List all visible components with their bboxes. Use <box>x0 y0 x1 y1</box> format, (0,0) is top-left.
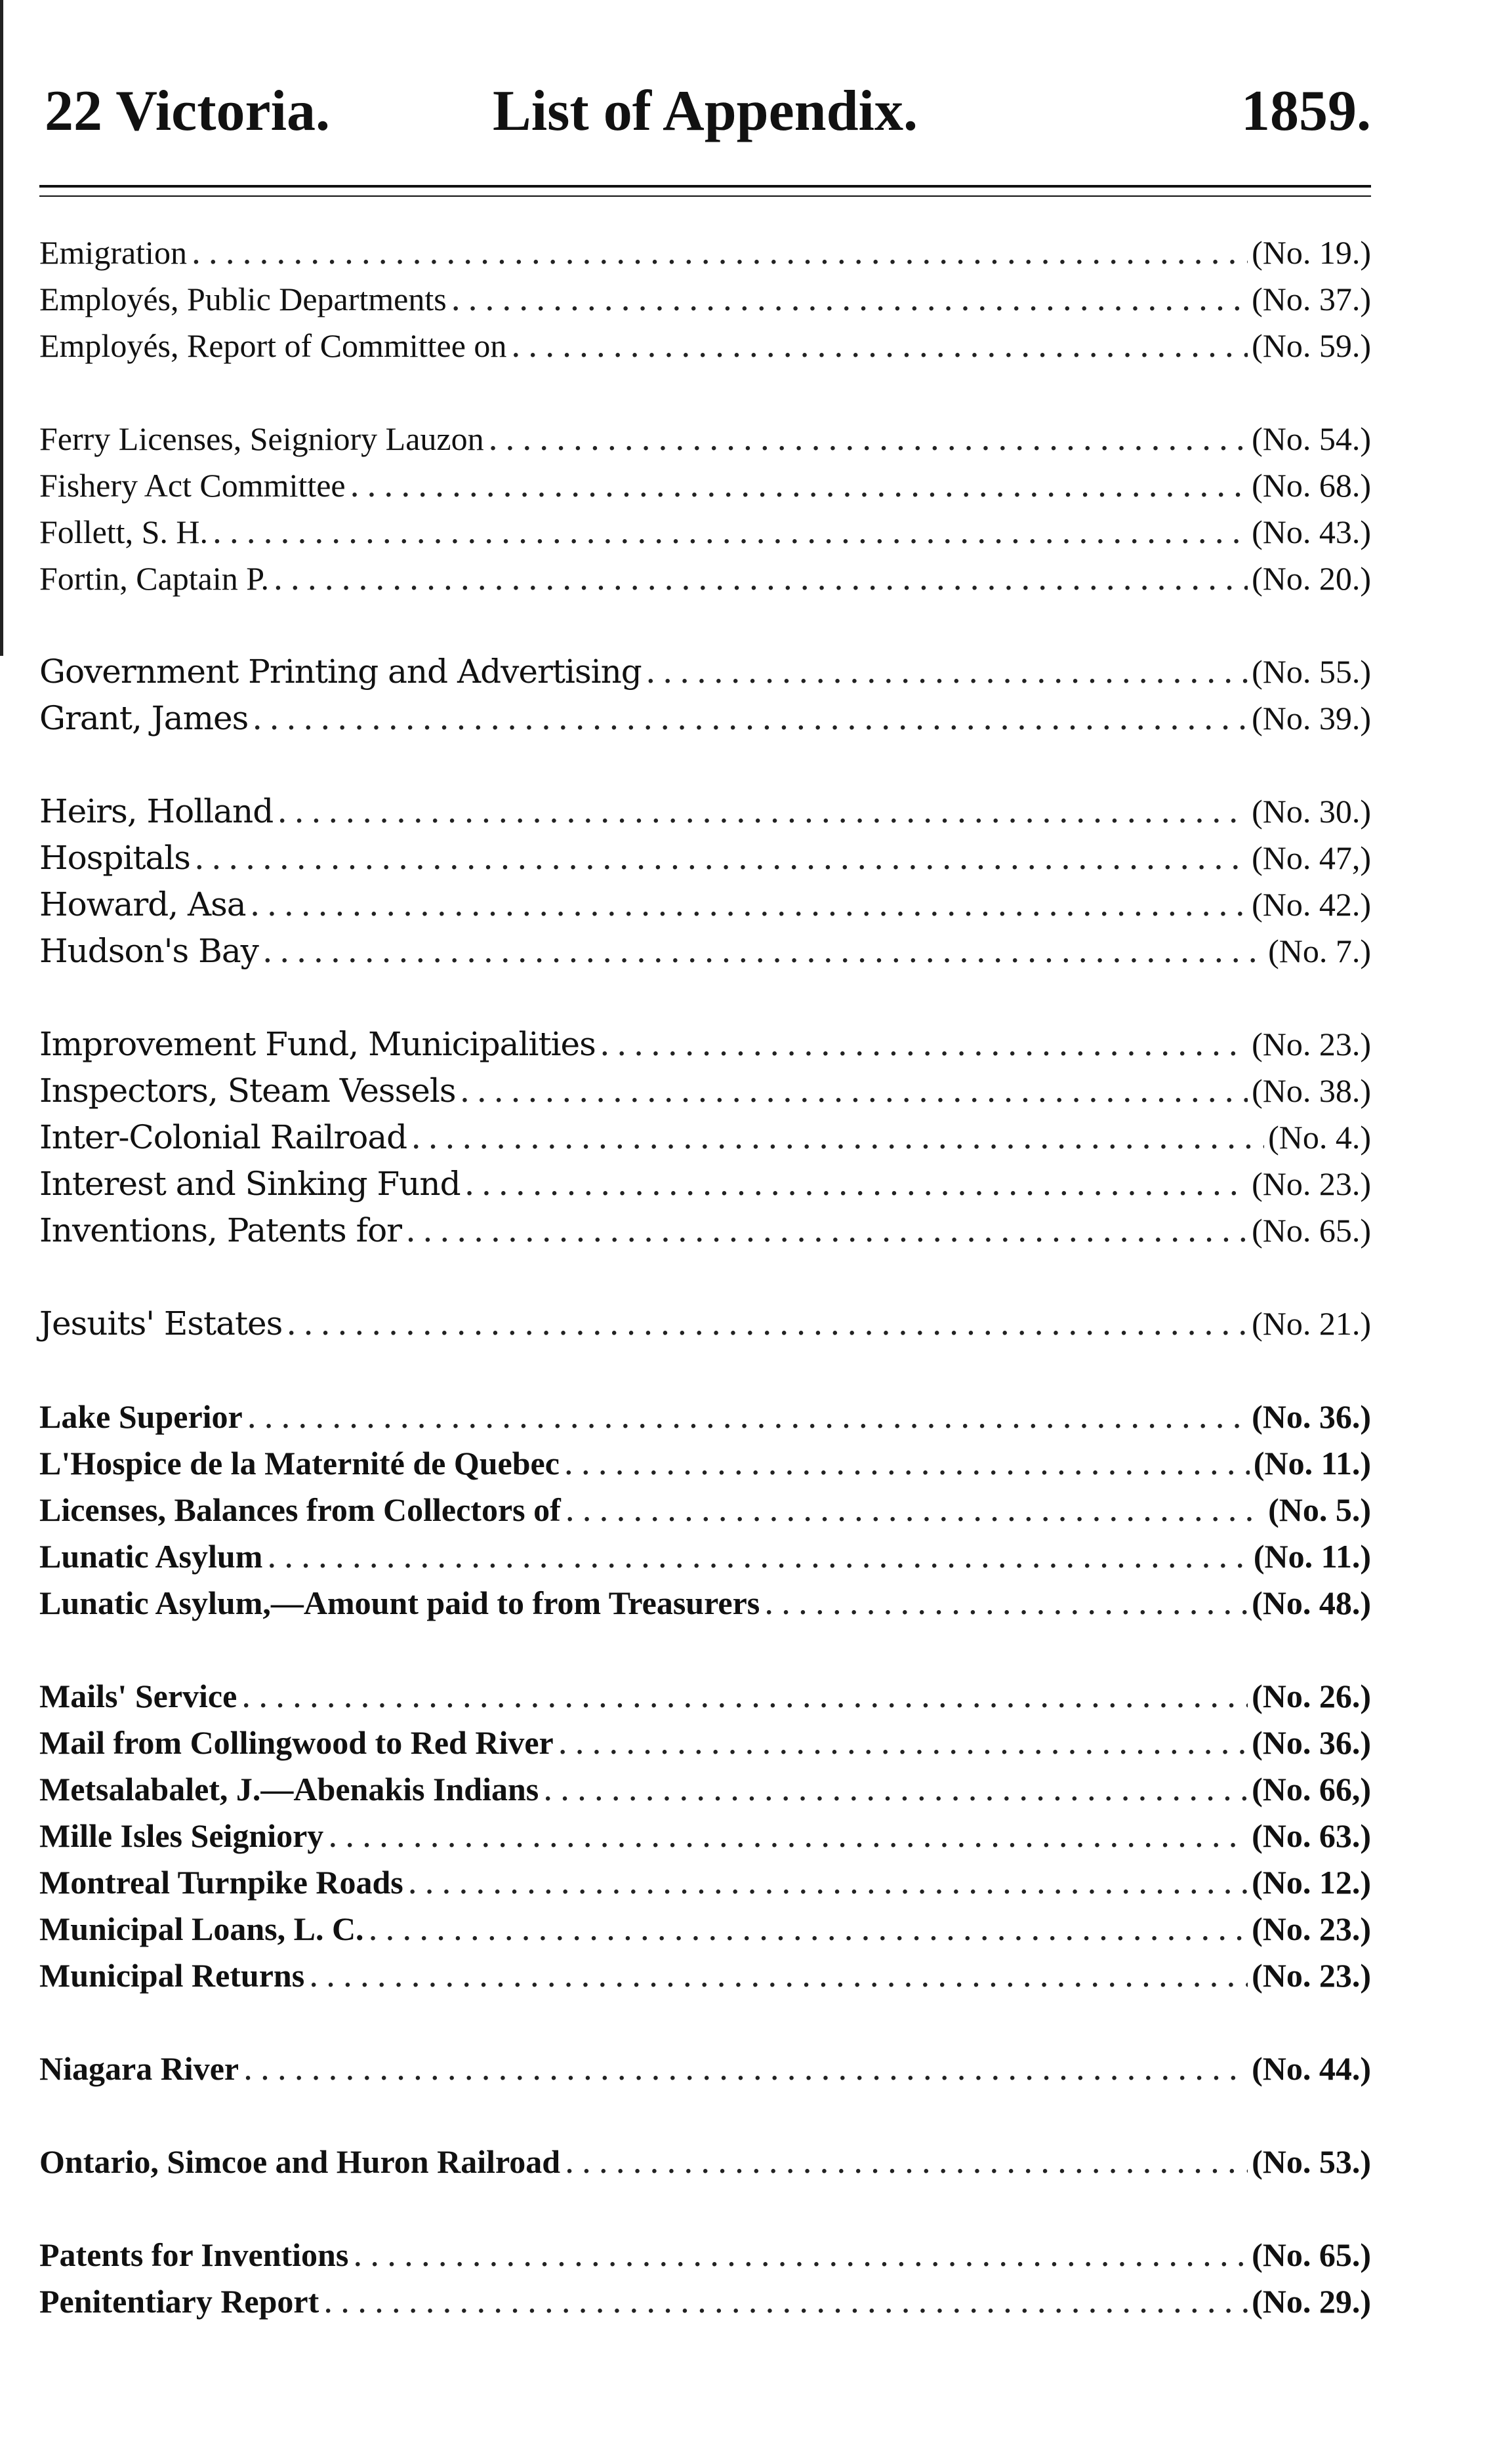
list-item <box>39 462 1371 509</box>
entry-reference: (No. 43.) <box>1252 514 1371 550</box>
dot-leader <box>543 1766 1248 1813</box>
entry-reference: (No. 29.) <box>1252 2283 1371 2320</box>
entry-name: Follett, S. H. <box>39 514 208 550</box>
dot-leader <box>488 416 1248 462</box>
entry-reference: (No. 36.) <box>1252 1398 1371 1435</box>
entry-reference: (No. 54.) <box>1252 420 1371 457</box>
entry-reference: (No. 5.) <box>1268 1491 1371 1528</box>
list-item <box>39 416 1371 462</box>
list-item <box>39 230 1371 276</box>
list-item <box>39 1533 1371 1580</box>
entry-reference: (No. 59.) <box>1252 327 1371 364</box>
header-session: 22 Victoria. <box>45 79 331 143</box>
entry-name: Lake Superior <box>39 1398 243 1435</box>
dot-leader <box>327 1813 1248 1859</box>
entry-reference: (No. 66,) <box>1252 1771 1371 1808</box>
entry-name: Niagara River <box>39 2050 239 2087</box>
dot-leader <box>558 1720 1248 1766</box>
dot-leader <box>464 1161 1248 1207</box>
dot-leader <box>250 881 1248 928</box>
entry-name: Inter-Colonial Railroad <box>39 1118 407 1156</box>
list-item <box>39 1859 1371 1906</box>
entry-reference: (No. 44.) <box>1252 2050 1371 2087</box>
dot-leader <box>564 1440 1250 1487</box>
dot-leader <box>241 1673 1248 1720</box>
entry-reference: (No. 65.) <box>1252 2236 1371 2273</box>
appendix-list <box>39 230 1371 2325</box>
list-item <box>39 1766 1371 1813</box>
dot-leader <box>646 649 1248 695</box>
header-rule-thin <box>39 195 1371 197</box>
entry-reference: (No. 48.) <box>1252 1585 1371 1621</box>
page-header <box>39 79 1371 144</box>
entry-reference: (No. 30.) <box>1252 793 1371 830</box>
header-title: List of Appendix. <box>493 79 918 143</box>
dot-leader <box>459 1068 1248 1114</box>
entry-name: Grant, James <box>39 699 249 737</box>
dot-leader <box>451 276 1248 323</box>
entry-reference: (No. 36.) <box>1252 1724 1371 1761</box>
entry-name: Municipal Loans, L. C. <box>39 1910 364 1947</box>
entry-name: Mail from Collingwood to Red River <box>39 1724 554 1761</box>
dot-leader <box>273 555 1248 602</box>
list-item <box>39 928 1371 975</box>
dot-leader <box>286 1301 1248 1347</box>
dot-leader <box>308 1952 1248 1999</box>
entry-reference: (No. 26.) <box>1252 1678 1371 1714</box>
list-item <box>39 1813 1371 1859</box>
entry-reference: (No. 7.) <box>1268 933 1371 969</box>
letter-group <box>39 649 1371 742</box>
list-item <box>39 788 1371 835</box>
entry-name: Ontario, Simcoe and Huron Railroad <box>39 2143 561 2180</box>
entry-name: Interest and Sinking Fund <box>39 1165 461 1203</box>
entry-reference: (No. 19.) <box>1252 234 1371 271</box>
entry-name: L'Hospice de la Maternité de Quebec <box>39 1445 560 1482</box>
entry-reference: (No. 23.) <box>1252 1910 1371 1947</box>
dot-leader <box>411 1114 1264 1161</box>
entry-name: Government Printing and Advertising <box>39 653 642 691</box>
dot-leader <box>565 1487 1264 1533</box>
entry-name: Jesuits' Estates <box>39 1304 283 1343</box>
entry-name: Licenses, Balances from Collectors of <box>39 1491 561 1528</box>
entry-reference: (No. 4.) <box>1268 1119 1371 1156</box>
entry-name: Municipal Returns <box>39 1957 305 1994</box>
entry-reference: (No. 20.) <box>1252 560 1371 597</box>
entry-reference: (No. 39.) <box>1252 700 1371 737</box>
dot-leader <box>600 1021 1248 1068</box>
entry-name: Inventions, Patents for <box>39 1211 402 1249</box>
dot-leader <box>368 1906 1248 1952</box>
entry-reference: (No. 11.) <box>1253 1538 1371 1575</box>
entry-name: Improvement Fund, Municipalities <box>39 1025 596 1063</box>
list-item <box>39 1207 1371 1254</box>
list-item <box>39 1114 1371 1161</box>
entry-reference: (No. 21.) <box>1252 1305 1371 1342</box>
letter-group <box>39 2139 1371 2185</box>
entry-reference: (No. 47,) <box>1252 839 1371 876</box>
list-item <box>39 2232 1371 2278</box>
list-item <box>39 649 1371 695</box>
entry-reference: (No. 53.) <box>1252 2143 1371 2180</box>
dot-leader <box>243 2046 1248 2092</box>
list-item <box>39 1487 1371 1533</box>
entry-name: Employés, Public Departments <box>39 281 447 317</box>
letter-group <box>39 1021 1371 1254</box>
entry-name: Emigration <box>39 234 187 271</box>
dot-leader <box>564 2139 1248 2185</box>
dot-leader <box>323 2278 1248 2325</box>
entry-name: Fortin, Captain P. <box>39 560 270 597</box>
entry-name: Metsalabalet, J.—Abenakis Indians <box>39 1771 539 1808</box>
dot-leader <box>247 1394 1248 1440</box>
entry-reference: (No. 68.) <box>1252 467 1371 504</box>
list-item <box>39 1161 1371 1207</box>
entry-reference: (No. 42.) <box>1252 886 1371 923</box>
list-item <box>39 1580 1371 1626</box>
letter-group <box>39 2046 1371 2092</box>
letter-group <box>39 1673 1371 1999</box>
page-edge-rule <box>0 0 3 656</box>
dot-leader <box>266 1533 1249 1580</box>
entry-name: Penitentiary Report <box>39 2283 319 2320</box>
entry-name: Fishery Act Committee <box>39 467 346 504</box>
list-item <box>39 555 1371 602</box>
dot-leader <box>277 788 1248 835</box>
entry-reference: (No. 63.) <box>1252 1817 1371 1854</box>
list-item <box>39 2278 1371 2325</box>
list-item <box>39 1673 1371 1720</box>
dot-leader <box>212 509 1248 555</box>
entry-reference: (No. 23.) <box>1252 1026 1371 1062</box>
entry-name: Patents for Inventions <box>39 2236 349 2273</box>
entry-reference: (No. 12.) <box>1252 1864 1371 1901</box>
dot-leader <box>407 1859 1248 1906</box>
list-item <box>39 1952 1371 1999</box>
entry-name: Hudson's Bay <box>39 932 258 970</box>
dot-leader <box>262 928 1264 975</box>
list-item <box>39 1906 1371 1952</box>
entry-name: Mails' Service <box>39 1678 237 1714</box>
letter-group <box>39 416 1371 602</box>
entry-name: Mille Isles Seigniory <box>39 1817 324 1854</box>
dot-leader <box>252 695 1248 742</box>
list-item <box>39 323 1371 369</box>
list-item <box>39 1068 1371 1114</box>
list-item <box>39 2046 1371 2092</box>
header-year: 1859. <box>1241 79 1371 143</box>
list-item <box>39 695 1371 742</box>
entry-name: Heirs, Holland <box>39 792 274 830</box>
entry-name: Lunatic Asylum <box>39 1538 263 1575</box>
entry-name: Ferry Licenses, Seigniory Lauzon <box>39 420 484 457</box>
list-item <box>39 1394 1371 1440</box>
list-item <box>39 509 1371 555</box>
entry-reference: (No. 23.) <box>1252 1165 1371 1202</box>
header-rule-thick <box>39 185 1371 188</box>
letter-group <box>39 230 1371 369</box>
list-item <box>39 276 1371 323</box>
entry-name: Hospitals <box>39 839 190 877</box>
dot-leader <box>405 1207 1248 1254</box>
letter-group <box>39 1301 1371 1347</box>
entry-reference: (No. 23.) <box>1252 1957 1371 1994</box>
list-item <box>39 2139 1371 2185</box>
list-item <box>39 1301 1371 1347</box>
entry-reference: (No. 65.) <box>1252 1212 1371 1249</box>
dot-leader <box>350 462 1248 509</box>
letter-group <box>39 1394 1371 1626</box>
entry-name: Lunatic Asylum,—Amount paid to from Treasurers <box>39 1585 760 1621</box>
entry-reference: (No. 11.) <box>1253 1445 1371 1482</box>
letter-group <box>39 2232 1371 2325</box>
entry-name: Inspectors, Steam Vessels <box>39 1072 456 1110</box>
entry-reference: (No. 37.) <box>1252 281 1371 317</box>
dot-leader <box>510 323 1248 369</box>
entry-name: Employés, Report of Committee on <box>39 327 507 364</box>
dot-leader <box>764 1580 1248 1626</box>
entry-reference: (No. 55.) <box>1252 653 1371 690</box>
entry-name: Howard, Asa <box>39 885 246 923</box>
list-item <box>39 1440 1371 1487</box>
entry-name: Montreal Turnpike Roads <box>39 1864 403 1901</box>
list-item <box>39 1021 1371 1068</box>
dot-leader <box>191 230 1248 276</box>
letter-group <box>39 788 1371 975</box>
list-item <box>39 1720 1371 1766</box>
list-item <box>39 881 1371 928</box>
dot-leader <box>194 835 1248 881</box>
list-item <box>39 835 1371 881</box>
entry-reference: (No. 38.) <box>1252 1072 1371 1109</box>
dot-leader <box>352 2232 1248 2278</box>
